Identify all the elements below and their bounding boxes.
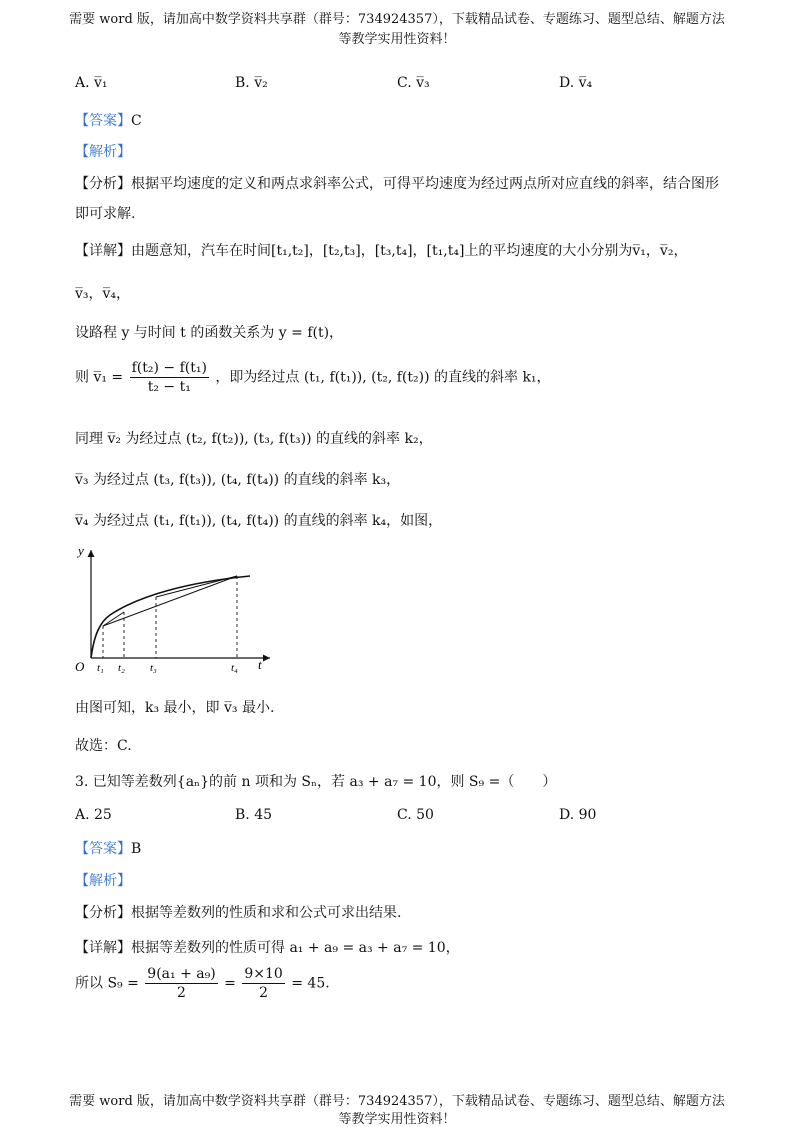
v1-meaning: ，即为经过点 (t₁, f(t₁)), (t₂, f(t₂)) 的直线的斜率 k₁， [215,369,551,386]
header-notice-line2: 等教学实用性资料！ [338,32,456,47]
v1-eq: 则 v̅₁ = [75,369,124,386]
q3-option-b: B. 45 [235,807,273,823]
q3-option-c: C. 50 [397,807,434,823]
fenxi-line1 [75,173,719,193]
analysis-tag: 【解析】 [75,144,131,160]
fenxi-line2: 即可求解. [75,206,136,222]
fenxi-text: 根据平均速度的定义和两点求斜率公式，可得平均速度为经过两点所对应直线的斜率，结合图形 [131,176,719,192]
q3-detail-line1 [75,937,460,957]
q3-option-d: D. 90 [559,807,597,823]
q3-fenxi-tag: 【分析】 [75,905,131,921]
fenxi-tag: 【分析】 [75,176,131,192]
distance-time-graph [70,540,280,675]
detail-text1: 由题意知，汽车在时间[t₁,t₂]，[t₂,t₃]，[t₃,t₄]，[t₁,t₄]上的平均速度的大小分别为v̅₁，v̅₂， [131,243,688,259]
footer-notice-line1: 需要 word 版，请加高中数学资料共享群（群号：734924357），下载精品试卷、专题练习、题型总结、解题方法 [69,1094,725,1109]
q3-answer-tag: 【答案】 [75,841,131,857]
detail-line1 [75,240,687,260]
choice: 故选：C. [75,738,132,754]
answer-value: C [131,113,142,129]
fraction-denominator: t₂ − t₁ [147,379,191,395]
option-b: B. v̅₂ [235,75,268,91]
option-a: A. v̅₁ [75,75,108,91]
label-t4: t₄ [231,662,238,674]
label-t1: t₁ [97,662,104,674]
fraction-denominator: 2 [259,985,269,1001]
fraction-value [242,966,284,1001]
label-t3: t₃ [150,662,157,674]
q3-detail-line2: 所以 S₉ = $\frac{\text{9(a₁ + a₉)}}{2}$ = $\frac{9\times 10}{2}$ = 45. [75,966,330,1001]
answer-line [75,110,142,130]
question3-stem: 3. 已知等差数列{aₙ}的前 n 项和为 Sₙ，若 a₃ + a₇ = 10，则 S₉ =（ ） [75,774,557,790]
label-y: y [78,543,84,558]
s9-result: = 45. [291,975,330,992]
fraction-denominator: 2 [177,985,186,1001]
detail-line2: v̅₃，v̅₄， [75,286,131,302]
conclusion: 由图可知，k₃ 最小，即 v̅₃ 最小. [75,700,275,716]
q3-fenxi [75,902,401,922]
option-d: D. v̅₄ [559,75,593,91]
detail-line5: 同理 v̅₂ 为经过点 (t₂, f(t₂)), (t₃, f(t₃)) 的直线的斜率 k₂， [75,431,433,447]
detail-line6: v̅₃ 为经过点 (t₃, f(t₃)), (t₄, f(t₄)) 的直线的斜率 k₃， [75,472,401,488]
q3-detail-text: 根据等差数列的性质可得 a₁ + a₉ = a₃ + a₇ = 10， [131,940,460,956]
label-t2: t₂ [118,662,125,674]
footer-notice-line2: 等教学实用性资料！ [338,1112,456,1127]
detail-line7: v̅₄ 为经过点 (t₁, f(t₁)), (t₄, f(t₄)) 的直线的斜率 k₄，如图， [75,513,443,529]
fraction-numerator: 9×10 [244,966,283,982]
fraction-sum [145,966,217,1001]
curve-f [91,576,250,658]
q3-answer-line [75,838,141,858]
q3-analysis-tag: 【解析】 [75,873,131,889]
header-notice-line1: 需要 word 版，请加高中数学资料共享群（群号：734924357），下载精品试卷、专题练习、题型总结、解题方法 [69,12,725,27]
fraction-v1 [130,360,209,395]
fraction-numerator: 9(a₁ + a₉) [147,966,216,982]
fraction-numerator: f(t₂) − f(t₁) [131,360,207,376]
label-origin: O [75,659,85,674]
detail-tag: 【详解】 [75,243,131,259]
secant-t1-t4 [103,576,237,626]
q3-detail-tag: 【详解】 [75,940,131,956]
detail-line3: 设路程 y 与时间 t 的函数关系为 y = f(t)， [75,325,344,341]
label-t: t [258,657,262,672]
answer-tag: 【答案】 [75,113,131,129]
secant-t3-t4 [156,576,237,597]
s9-eq: 所以 S₉ = [75,975,139,992]
q3-answer-value: B [131,841,142,857]
option-c: C. v̅₃ [397,75,430,91]
q3-fenxi-text: 根据等差数列的性质和求和公式可求出结果. [131,905,402,921]
detail-line4 [75,360,551,395]
q3-option-a: A. 25 [75,807,112,823]
